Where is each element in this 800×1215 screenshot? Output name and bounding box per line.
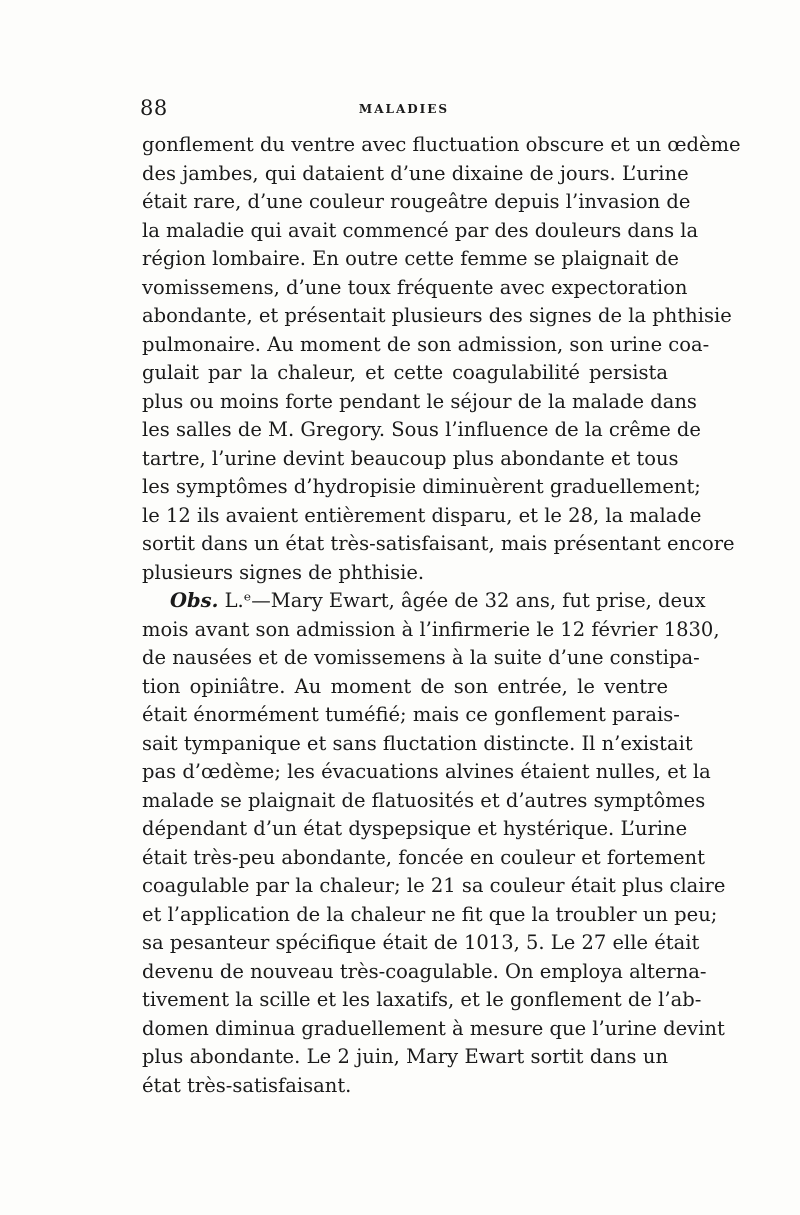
text-line: abondante, et présentait plusieurs des signes de la phthisie <box>142 304 732 327</box>
text-line: pulmonaire. Au moment de son admission, son urine coa- <box>142 332 710 356</box>
text-line: devenu de nouveau très-coagulable. On employa alterna- <box>142 959 707 983</box>
text-line: de nausées et de vomissemens à la suite d’une constipa- <box>142 646 700 669</box>
observation-label: Obs. <box>170 589 219 612</box>
text-line: était rare, d’une couleur rougeâtre depuis l’invasion de <box>142 190 691 213</box>
text-line: tartre, l’urine devint beaucoup plus abondante et tous <box>142 446 679 470</box>
text-line: gulait par la chaleur, et cette coagulabilité persista <box>142 361 668 384</box>
text-line: les symptômes d’hydropisie diminuèrent graduellement; <box>142 475 701 498</box>
page-number: 88 <box>140 96 168 120</box>
text-line: pas d’œdème; les évacuations alvines étaient nulles, et la <box>142 760 711 783</box>
text-line: malade se plaignait de flatuosités et d’autres symptômes <box>142 788 706 812</box>
body-text <box>142 131 741 1100</box>
text-line: domen diminua graduellement à mesure que l’urine devint <box>142 1016 725 1040</box>
text-line: tion opiniâtre. Au moment de son entrée, le ventre <box>142 674 668 698</box>
text-line: région lombaire. En outre cette femme se plaignait de <box>142 247 679 270</box>
text-line: les salles de M. Gregory. Sous l’influence de la crême de <box>142 418 701 441</box>
text-line: sortit dans un état très-satisfaisant, mais présentant encore <box>142 532 735 555</box>
text-line: gonflement du ventre avec fluctuation obscure et un œdème <box>142 133 741 156</box>
text-line: plus ou moins forte pendant le séjour de la malade dans <box>142 389 697 413</box>
text-line: vomissemens, d’une toux fréquente avec expectoration <box>142 275 688 299</box>
text-line: état très-satisfaisant. <box>142 1073 352 1097</box>
text-line: et l’application de la chaleur ne fit que la troubler un peu; <box>142 902 718 926</box>
observation-first-line <box>142 587 706 616</box>
text-line: était très-peu abondante, foncée en couleur et fortement <box>142 845 705 869</box>
running-head: MALADIES <box>358 102 450 116</box>
text-line: coagulable par la chaleur; le 21 sa couleur était plus claire <box>142 874 726 897</box>
text-line: dépendant d’un état dyspepsique et hystérique. L’urine <box>142 817 688 840</box>
text-line: des jambes, qui dataient d’une dixaine de jours. L’urine <box>142 161 689 185</box>
text-line: sa pesanteur spécifique était de 1013, 5. Le 27 elle était <box>142 931 700 954</box>
page-header <box>140 96 668 124</box>
text-line: plus abondante. Le 2 juin, Mary Ewart sortit dans un <box>142 1045 668 1068</box>
text-line: tivement la scille et les laxatifs, et le gonflement de l’ab- <box>142 988 702 1011</box>
text-line: mois avant son admission à l’infirmerie le 12 février 1830, <box>142 617 720 641</box>
text-line: la maladie qui avait commencé par des douleurs dans la <box>142 218 699 242</box>
text-line: était énormément tuméfié; mais ce gonflement parais- <box>142 703 680 726</box>
text-line: plusieurs signes de phthisie. <box>142 560 425 584</box>
observation-heading-text: L.ᵉ—Mary Ewart, âgée de 32 ans, fut prise, deux <box>224 589 706 612</box>
text-line: le 12 ils avaient entièrement disparu, et le 28, la malade <box>142 503 702 527</box>
text-line: sait tympanique et sans fluctation distincte. Il n’existait <box>142 731 693 755</box>
